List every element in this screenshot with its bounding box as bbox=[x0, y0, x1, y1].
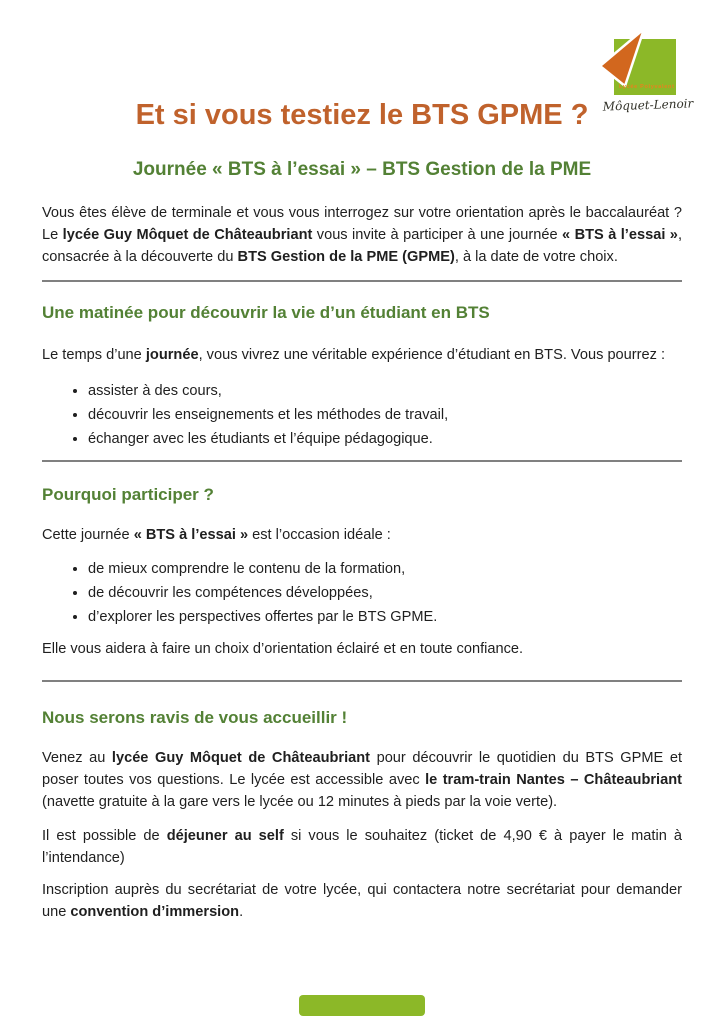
list-item: • découvrir les enseignements et les méthodes de travail, bbox=[88, 404, 682, 426]
section-heading-accueil: Nous serons ravis de vous accueillir ! bbox=[42, 708, 348, 727]
document-body bbox=[42, 0, 682, 923]
list-item: • de découvrir les compétences développées, bbox=[88, 582, 682, 604]
logo-school-name: Môquet-Lenoir bbox=[602, 96, 694, 114]
section-divider-1 bbox=[42, 280, 682, 282]
section-divider-2 bbox=[42, 460, 682, 462]
section-divider-3 bbox=[42, 680, 682, 682]
pourquoi-bullet-list bbox=[42, 558, 682, 628]
pourquoi-closing-paragraph: Elle vous aidera à faire un choix d’orientation éclairé et en toute confiance. bbox=[42, 641, 524, 657]
accueil-paragraph-3: Inscription auprès du secrétariat de votre lycée, qui contactera notre secrétariat pour demander une convention d’immersion. bbox=[42, 882, 682, 920]
accueil-paragraph-1: Venez au lycée Guy Môquet de Châteaubriant pour découvrir le quotidien du BTS GPME et poser toutes vos questions. Le lycée est accessible avec le tram-train Nantes – Châteaubriant (navette gratuite à la gare vers le lycée ou 12 minutes à pieds par la voie verte). bbox=[42, 750, 682, 810]
section-heading-matinee: Une matinée pour découvrir la vie d’un étudiant en BTS bbox=[42, 303, 490, 322]
matinee-paragraph: Le temps d’une journée, vous vivrez une véritable expérience d’étudiant en BTS. Vous pourrez : bbox=[42, 347, 666, 363]
page-title: Et si vous testiez le BTS GPME ? bbox=[135, 99, 589, 131]
matinee-bullet-list bbox=[42, 380, 682, 450]
page-subtitle: Journée « BTS à l’essai » – BTS Gestion de la PME bbox=[132, 159, 592, 180]
logo-school-type-label: Lycée Polyvalent bbox=[619, 84, 675, 90]
list-item: • de mieux comprendre le contenu de la formation, bbox=[88, 558, 682, 580]
list-item: • d’explorer les perspectives offertes par le BTS GPME. bbox=[88, 606, 682, 628]
accueil-paragraph-2: Il est possible de déjeuner au self si vous le souhaitez (ticket de 4,90 € à payer le matin à l’intendance) bbox=[42, 828, 682, 866]
intro-paragraph: Vous êtes élève de terminale et vous vous interrogez sur votre orientation après le baccalauréat ? Le lycée Guy Môquet de Châteaubriant vous invite à participer à une journée « BTS à l’essai », consacrée à la découverte du BTS Gestion de la PME (GPME), à la date de votre choix. bbox=[42, 205, 682, 265]
list-item: • assister à des cours, bbox=[88, 380, 682, 402]
list-item: • échanger avec les étudiants et l’équipe pédagogique. bbox=[88, 428, 682, 450]
pourquoi-paragraph: Cette journée « BTS à l’essai » est l’occasion idéale : bbox=[42, 527, 391, 543]
footer-green-bar[interactable] bbox=[299, 995, 425, 1016]
section-heading-pourquoi: Pourquoi participer ? bbox=[42, 485, 214, 504]
